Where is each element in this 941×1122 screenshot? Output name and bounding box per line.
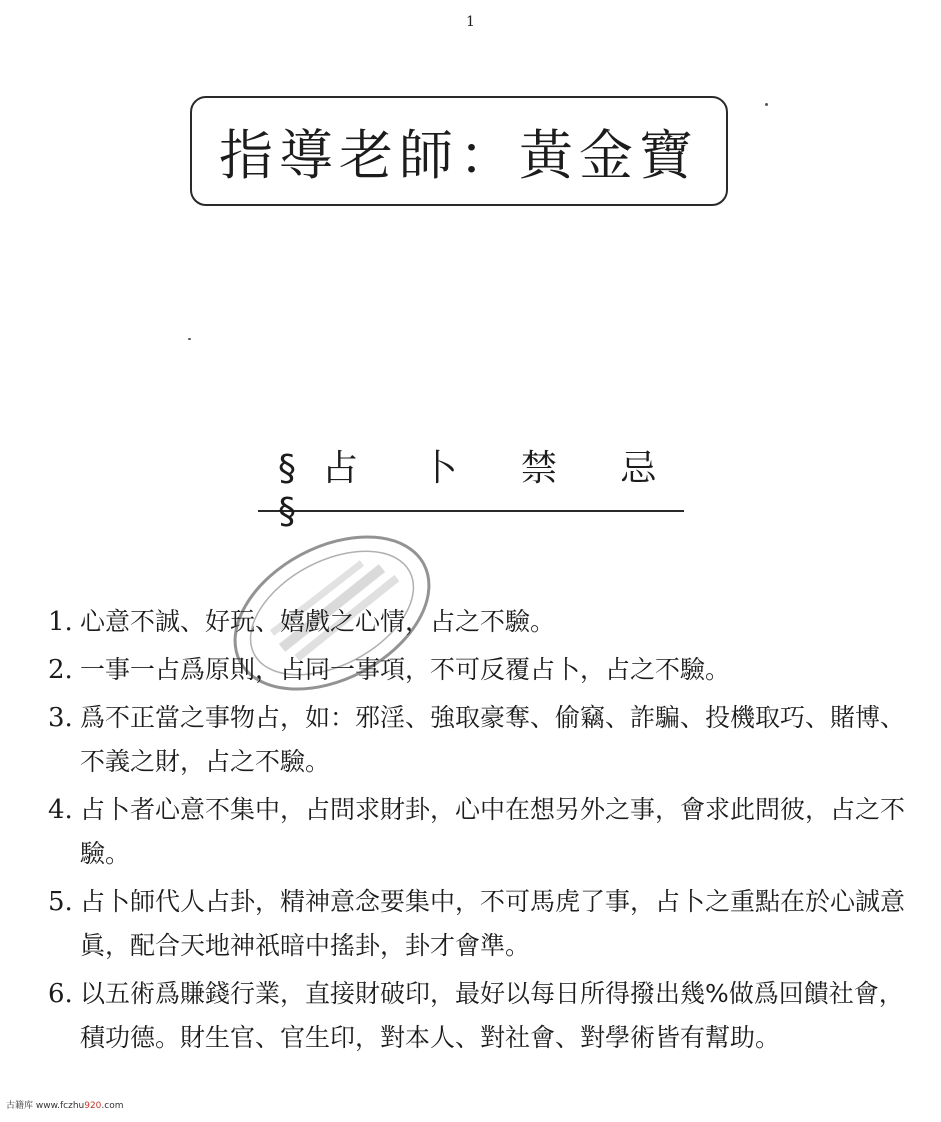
watermark-label: 古籍库 www.	[6, 1101, 60, 1111]
rule-number: 5.	[48, 887, 73, 917]
section-title: §占 卜 禁 忌§	[258, 462, 684, 512]
watermark-domain-tld: .com	[101, 1101, 124, 1111]
list-item	[48, 696, 918, 784]
rule-number: 2.	[48, 655, 73, 685]
scan-speck	[765, 103, 768, 106]
rule-text: 占卜者心意不集中，占問求財卦，心中在想另外之事，會求此問彼，占之不驗。	[80, 795, 906, 868]
rule-text: 一事一占爲原則，占同一事項，不可反覆占卜，占之不驗。	[80, 655, 731, 684]
watermark-domain-part: fczhu	[59, 1101, 85, 1111]
list-item	[48, 788, 918, 876]
rule-number: 4.	[48, 795, 73, 825]
site-watermark	[6, 1098, 124, 1111]
rules-list	[48, 600, 918, 1060]
scan-speck	[188, 338, 191, 340]
list-item	[48, 600, 918, 644]
rule-number: 3.	[48, 703, 73, 733]
list-item	[48, 880, 918, 968]
rule-number: 6.	[48, 979, 73, 1009]
page-number: 1	[466, 14, 475, 30]
rule-text: 占卜師代人占卦，精神意念要集中，不可馬虎了事，占卜之重點在於心誠意眞，配合天地神祇暗中搖卦，卦才會準。	[80, 887, 906, 960]
rule-text: 以五術爲賺錢行業，直接財破印，最好以每日所得撥出幾%做爲回饋社會，積功德。財生官、官生印，對本人、對社會、對學術皆有幫助。	[80, 979, 904, 1052]
list-item	[48, 972, 918, 1060]
rule-number: 1.	[48, 607, 73, 637]
advisor-title-box: 指導老師：黃金寶	[190, 96, 728, 206]
rule-text: 心意不誠、好玩、嬉戲之心情，占之不驗。	[80, 607, 556, 636]
rule-text: 爲不正當之事物占，如：邪淫、強取豪奪、偷竊、詐騙、投機取巧、賭博、不義之財，占之不驗。	[80, 703, 906, 776]
list-item	[48, 648, 918, 692]
watermark-domain-number: 920	[84, 1101, 102, 1111]
